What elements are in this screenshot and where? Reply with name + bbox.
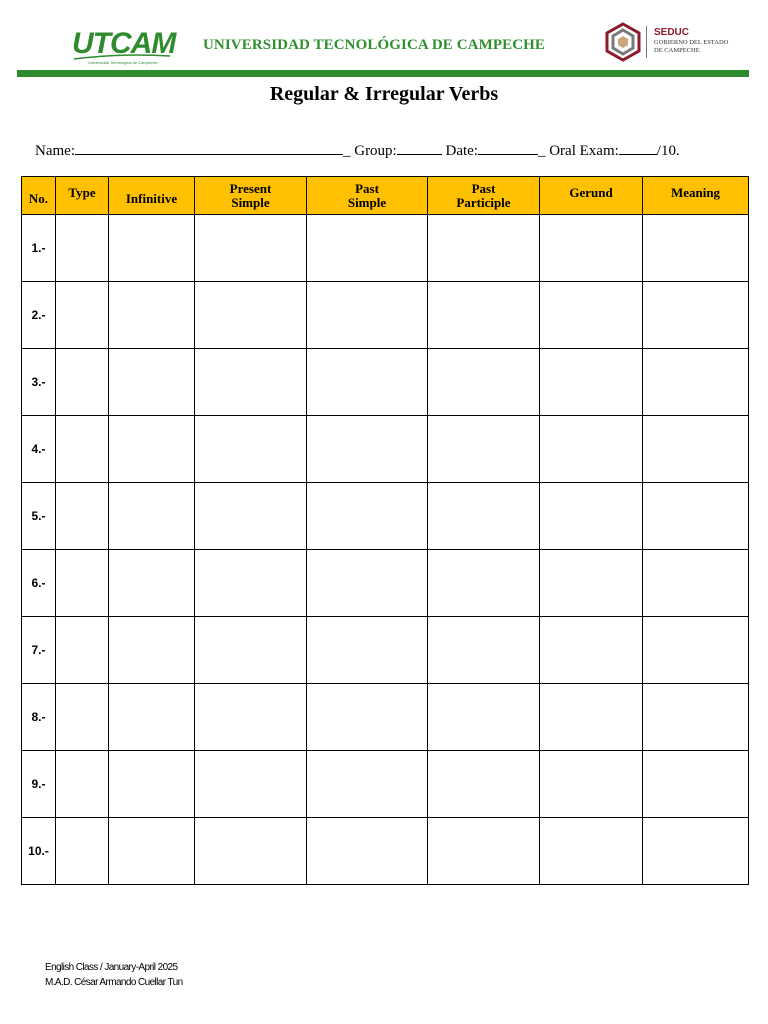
past-participle-cell[interactable] — [428, 684, 540, 751]
past-simple-cell[interactable] — [307, 215, 428, 282]
date-label: Date: — [445, 143, 478, 159]
row-number: 5.- — [22, 483, 56, 550]
university-name: UNIVERSIDAD TECNOLÓGICA DE CAMPECHE — [203, 37, 546, 53]
row-number: 2.- — [22, 282, 56, 349]
present-simple-cell[interactable] — [195, 751, 307, 818]
table-header-row — [22, 177, 749, 215]
infinitive-cell[interactable] — [109, 215, 195, 282]
past-simple-cell[interactable] — [307, 818, 428, 885]
present-simple-cell[interactable] — [195, 416, 307, 483]
utcam-logo-tagline: Universidad Tecnológica de Campeche — [88, 60, 158, 65]
past-simple-cell[interactable] — [307, 416, 428, 483]
table-row — [22, 416, 749, 483]
table-row — [22, 684, 749, 751]
past-simple-cell[interactable] — [307, 684, 428, 751]
present-simple-cell[interactable] — [195, 550, 307, 617]
seduc-line-1: GOBIERNO DEL ESTADO — [654, 39, 729, 46]
student-info-fields — [35, 140, 680, 161]
gerund-cell[interactable] — [540, 818, 643, 885]
page-footer — [45, 960, 183, 990]
infinitive-cell[interactable] — [109, 416, 195, 483]
worksheet-title: Regular & Irregular Verbs — [269, 83, 499, 105]
past-participle-cell[interactable] — [428, 215, 540, 282]
meaning-cell[interactable] — [643, 349, 749, 416]
col-header-present-simple: Present Simple — [195, 177, 307, 215]
infinitive-cell[interactable] — [109, 818, 195, 885]
present-simple-cell[interactable] — [195, 215, 307, 282]
gerund-cell[interactable] — [540, 215, 643, 282]
past-simple-cell[interactable] — [307, 550, 428, 617]
col-header-type: Type — [56, 177, 109, 215]
meaning-cell[interactable] — [643, 617, 749, 684]
past-simple-cell[interactable] — [307, 483, 428, 550]
gerund-cell[interactable] — [540, 751, 643, 818]
row-number: 9.- — [22, 751, 56, 818]
footer-class-line: English Class / January-April 2025 — [45, 962, 178, 973]
past-simple-cell[interactable] — [307, 282, 428, 349]
type-cell[interactable] — [56, 751, 109, 818]
infinitive-cell[interactable] — [109, 483, 195, 550]
col-header-past-simple: Past Simple — [307, 177, 428, 215]
table-row — [22, 751, 749, 818]
past-participle-cell[interactable] — [428, 617, 540, 684]
utcam-logo — [70, 26, 176, 70]
oral-exam-label: Oral Exam: — [549, 143, 619, 159]
seduc-divider — [646, 26, 647, 58]
col-header-infinitive: Infinitive — [109, 177, 195, 215]
present-simple-cell[interactable] — [195, 282, 307, 349]
gerund-cell[interactable] — [540, 416, 643, 483]
seduc-line-2: DE CAMPECHE — [654, 47, 700, 54]
past-simple-cell[interactable] — [307, 617, 428, 684]
type-cell[interactable] — [56, 215, 109, 282]
col-header-meaning: Meaning — [643, 177, 749, 215]
page-header — [0, 0, 768, 80]
gerund-cell[interactable] — [540, 349, 643, 416]
meaning-cell[interactable] — [643, 282, 749, 349]
type-cell[interactable] — [56, 617, 109, 684]
oral-exam-suffix: /10. — [656, 143, 680, 159]
present-simple-cell[interactable] — [195, 483, 307, 550]
col-header-gerund: Gerund — [540, 177, 643, 215]
infinitive-cell[interactable] — [109, 550, 195, 617]
present-simple-cell[interactable] — [195, 617, 307, 684]
row-number: 7.- — [22, 617, 56, 684]
type-cell[interactable] — [56, 818, 109, 885]
row-number: 6.- — [22, 550, 56, 617]
meaning-cell[interactable] — [643, 751, 749, 818]
row-number: 4.- — [22, 416, 56, 483]
row-number: 1.- — [22, 215, 56, 282]
present-simple-cell[interactable] — [195, 349, 307, 416]
table-row — [22, 617, 749, 684]
header-green-bar — [17, 70, 749, 77]
meaning-cell[interactable] — [643, 483, 749, 550]
meaning-cell[interactable] — [643, 416, 749, 483]
utcam-logo-word: UTCAM — [72, 27, 176, 60]
name-label: Name: — [35, 143, 75, 159]
col-header-past-participle: Past Participle — [428, 177, 540, 215]
table-row — [22, 483, 749, 550]
type-cell[interactable] — [56, 483, 109, 550]
type-cell[interactable] — [56, 416, 109, 483]
seduc-text — [654, 27, 728, 55]
table-row — [22, 349, 749, 416]
infinitive-cell[interactable] — [109, 617, 195, 684]
infinitive-cell[interactable] — [109, 349, 195, 416]
type-cell[interactable] — [56, 349, 109, 416]
past-participle-cell[interactable] — [428, 416, 540, 483]
meaning-cell[interactable] — [643, 684, 749, 751]
table-row — [22, 282, 749, 349]
past-simple-cell[interactable] — [307, 751, 428, 818]
oral-exam-field[interactable] — [619, 140, 657, 155]
present-simple-cell[interactable] — [195, 684, 307, 751]
group-label: Group: — [354, 143, 397, 159]
date-field[interactable] — [478, 140, 538, 155]
name-trail: _ — [342, 143, 351, 159]
meaning-cell[interactable] — [643, 818, 749, 885]
type-cell[interactable] — [56, 282, 109, 349]
type-cell[interactable] — [56, 684, 109, 751]
infinitive-cell[interactable] — [109, 282, 195, 349]
present-simple-cell[interactable] — [195, 818, 307, 885]
verbs-table-body — [22, 215, 749, 885]
verbs-table — [21, 176, 749, 885]
gerund-cell[interactable] — [540, 684, 643, 751]
meaning-cell[interactable] — [643, 215, 749, 282]
date-trail: _ — [537, 143, 546, 159]
infinitive-cell[interactable] — [109, 684, 195, 751]
type-cell[interactable] — [56, 550, 109, 617]
past-participle-cell[interactable] — [428, 550, 540, 617]
past-participle-cell[interactable] — [428, 282, 540, 349]
group-field[interactable] — [397, 140, 442, 155]
row-number: 8.- — [22, 684, 56, 751]
gerund-cell[interactable] — [540, 483, 643, 550]
gerund-cell[interactable] — [540, 282, 643, 349]
table-row — [22, 550, 749, 617]
past-participle-cell[interactable] — [428, 751, 540, 818]
past-simple-cell[interactable] — [307, 349, 428, 416]
col-header-no: No. — [22, 177, 56, 215]
row-number: 10.- — [22, 818, 56, 885]
infinitive-cell[interactable] — [109, 751, 195, 818]
past-participle-cell[interactable] — [428, 818, 540, 885]
row-number: 3.- — [22, 349, 56, 416]
meaning-cell[interactable] — [643, 550, 749, 617]
past-participle-cell[interactable] — [428, 349, 540, 416]
seduc-title: SEDUC — [654, 27, 690, 38]
past-participle-cell[interactable] — [428, 483, 540, 550]
footer-teacher-line: M.A.D. César Armando Cuellar Tun — [45, 977, 183, 988]
seduc-emblem-icon — [603, 22, 643, 62]
table-row — [22, 215, 749, 282]
gerund-cell[interactable] — [540, 550, 643, 617]
gerund-cell[interactable] — [540, 617, 643, 684]
name-field[interactable] — [75, 140, 343, 155]
table-row — [22, 818, 749, 885]
